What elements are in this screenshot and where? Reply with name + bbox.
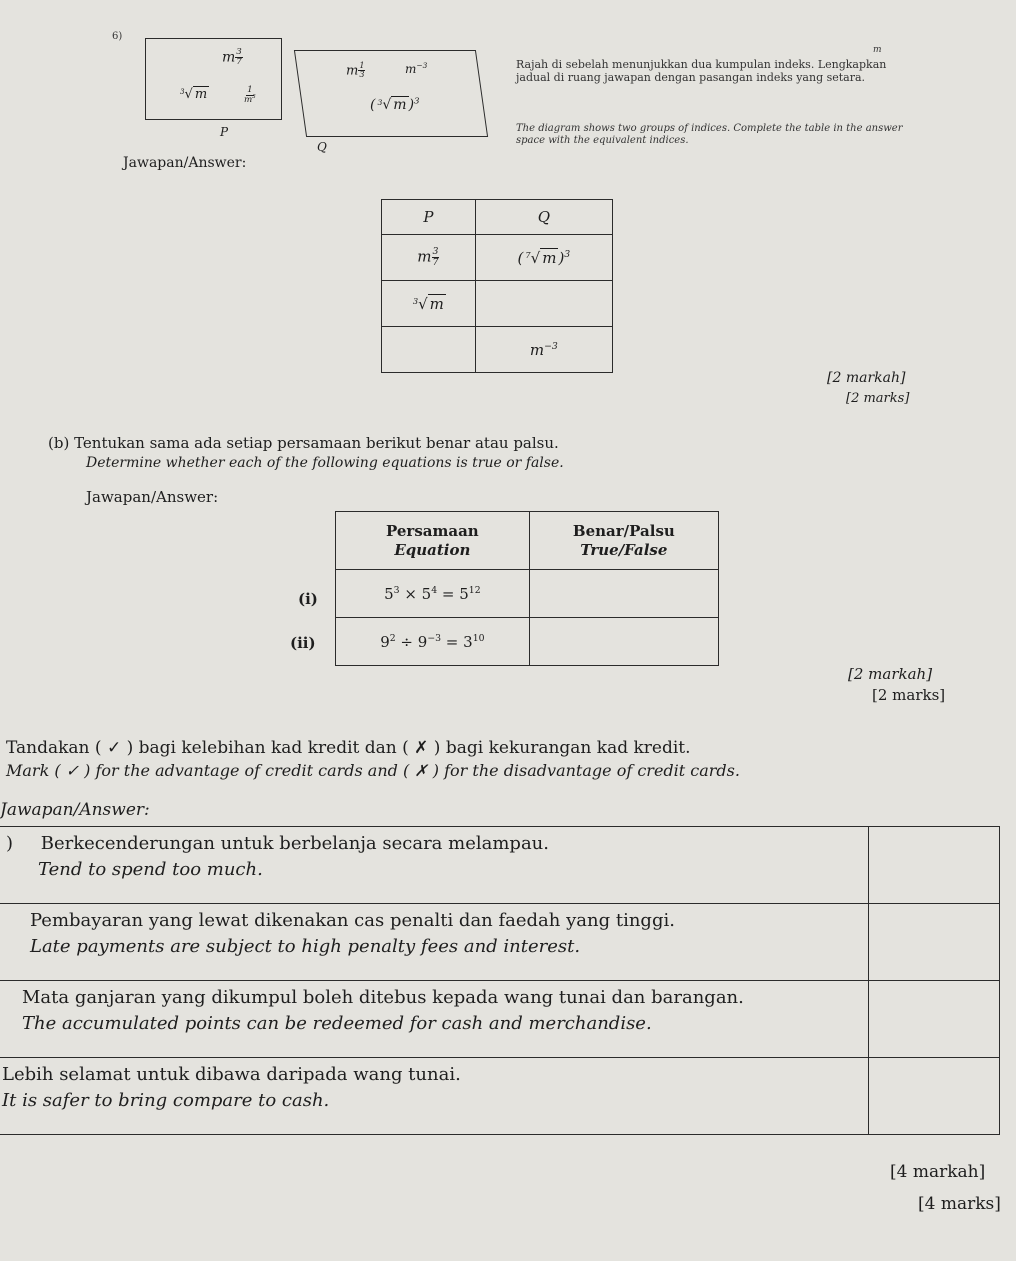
- answer-cell-p-3[interactable]: [382, 327, 476, 373]
- set-q-box: [294, 50, 488, 137]
- table-row: [0, 904, 1000, 981]
- answer-label-b: Jawapan/Answer:: [86, 488, 219, 506]
- statement-3-ms: Mata ganjaran yang dikumpul boleh ditebus kepada wang tunai dan barangan.: [22, 987, 744, 1008]
- set-p-item-1: m $\frac{3}{7}$: [222, 47, 242, 68]
- header-true-false: [529, 512, 718, 570]
- table-row: [0, 981, 1000, 1058]
- prompt-ms-b: (b) Tentukan sama ada setiap persamaan berikut benar atau palsu.: [48, 434, 559, 452]
- marks-en-b: [2 marks]: [872, 686, 946, 704]
- mark-cell-4[interactable]: [869, 1058, 1000, 1135]
- marks-ms-b: [2 markah]: [848, 665, 933, 683]
- set-p-item-2: $^3$√ m: [180, 87, 208, 102]
- corner-label: m: [873, 45, 882, 55]
- indices-table: [381, 199, 613, 373]
- answer-label-a: Jawapan/Answer:: [123, 155, 247, 171]
- question-number: 6): [112, 31, 123, 42]
- set-p-label: P: [220, 125, 229, 139]
- set-p-box: [145, 38, 282, 120]
- cell-q-3: $m^{-3}$: [475, 327, 612, 373]
- cell-p-1: m $\frac{3}{7}$: [382, 235, 476, 281]
- statement-1-ms: Berkecenderungan untuk berbelanja secara melampau.: [40, 833, 549, 854]
- header-true-false-en: True/False: [580, 540, 668, 559]
- credit-card-table: [0, 826, 1000, 1135]
- set-p-item-3: $\frac{1}{m^3}$: [244, 85, 256, 106]
- statement-1: [0, 827, 869, 904]
- header-true-false-ms: Benar/Palsu: [572, 521, 675, 540]
- answer-cell-equation-1[interactable]: [529, 570, 718, 618]
- prompt-ms-c: Tandakan ( ✓ ) bagi kelebihan kad kredit dan ( ✗ ) bagi kekurangan kad kredit.: [6, 738, 691, 758]
- statement-2-en: Late payments are subject to high penalty fees and interest.: [30, 936, 581, 957]
- mark-cell-3[interactable]: [869, 981, 1000, 1058]
- statement-2: [0, 904, 869, 981]
- mark-cell-1[interactable]: [869, 827, 1000, 904]
- cell-p-2: $^3$√ m: [382, 281, 476, 327]
- answer-label-c: Jawapan/Answer:: [0, 800, 150, 820]
- set-q-label: Q: [317, 140, 327, 154]
- set-q-item-1: m $\frac{1}{3}$: [346, 61, 365, 80]
- marks-ms-c: [4 markah]: [890, 1162, 986, 1182]
- header-equation-ms: Persamaan: [386, 521, 479, 540]
- statement-3-en: The accumulated points can be redeemed for cash and merchandise.: [22, 1013, 652, 1034]
- table-header-q: Q: [475, 200, 612, 235]
- row-label-i: (i): [298, 590, 318, 608]
- instruction-en: The diagram shows two groups of indices. Complete the table in the answer space with the equivalent indices.: [516, 123, 903, 146]
- cell-q-1: ( $^7$√ m )$^3$: [475, 235, 612, 281]
- statement-1-en: Tend to spend too much.: [38, 859, 263, 880]
- answer-cell-q-2[interactable]: [475, 281, 612, 327]
- table-row: [0, 827, 1000, 904]
- prompt-en-b: Determine whether each of the following equations is true or false.: [86, 455, 564, 471]
- statement-4-en: It is safer to bring compare to cash.: [2, 1090, 330, 1111]
- marks-en-a: [2 marks]: [846, 391, 910, 406]
- equation-2: $9^2 \div 9^{-3} = 3^{10}$: [336, 618, 530, 666]
- marks-ms-a: [2 markah]: [827, 370, 906, 386]
- prompt-en-c: Mark ( ✓ ) for the advantage of credit cards and ( ✗ ) for the disadvantage of credit cards.: [6, 761, 740, 780]
- statement-4-ms: Lebih selamat untuk dibawa daripada wang tunai.: [2, 1064, 461, 1085]
- header-equation-en: Equation: [394, 540, 471, 559]
- marks-en-c: [4 marks]: [918, 1194, 1001, 1214]
- table-row: [0, 1058, 1000, 1135]
- row-prefix: ): [6, 833, 14, 854]
- statement-4: [0, 1058, 869, 1135]
- mark-cell-2[interactable]: [869, 904, 1000, 981]
- set-q-item-3: ( $^3$√ m )$^3$: [370, 96, 420, 113]
- answer-cell-equation-2[interactable]: [529, 618, 718, 666]
- instruction-ms: Rajah di sebelah menunjukkan dua kumpulan indeks. Lengkapkan jadual di ruang jawapan dengan pasangan indeks yang setara.: [516, 58, 887, 84]
- set-q-item-2: $m^{-3}$: [405, 61, 428, 76]
- equation-table: [335, 511, 719, 666]
- table-header-p: P: [382, 200, 476, 235]
- header-equation: [336, 512, 530, 570]
- statement-3: [0, 981, 869, 1058]
- statement-2-ms: Pembayaran yang lewat dikenakan cas penalti dan faedah yang tinggi.: [30, 910, 675, 931]
- row-label-ii: (ii): [290, 634, 316, 652]
- equation-1: $5^3 \times 5^4 = 5^{12}$: [336, 570, 530, 618]
